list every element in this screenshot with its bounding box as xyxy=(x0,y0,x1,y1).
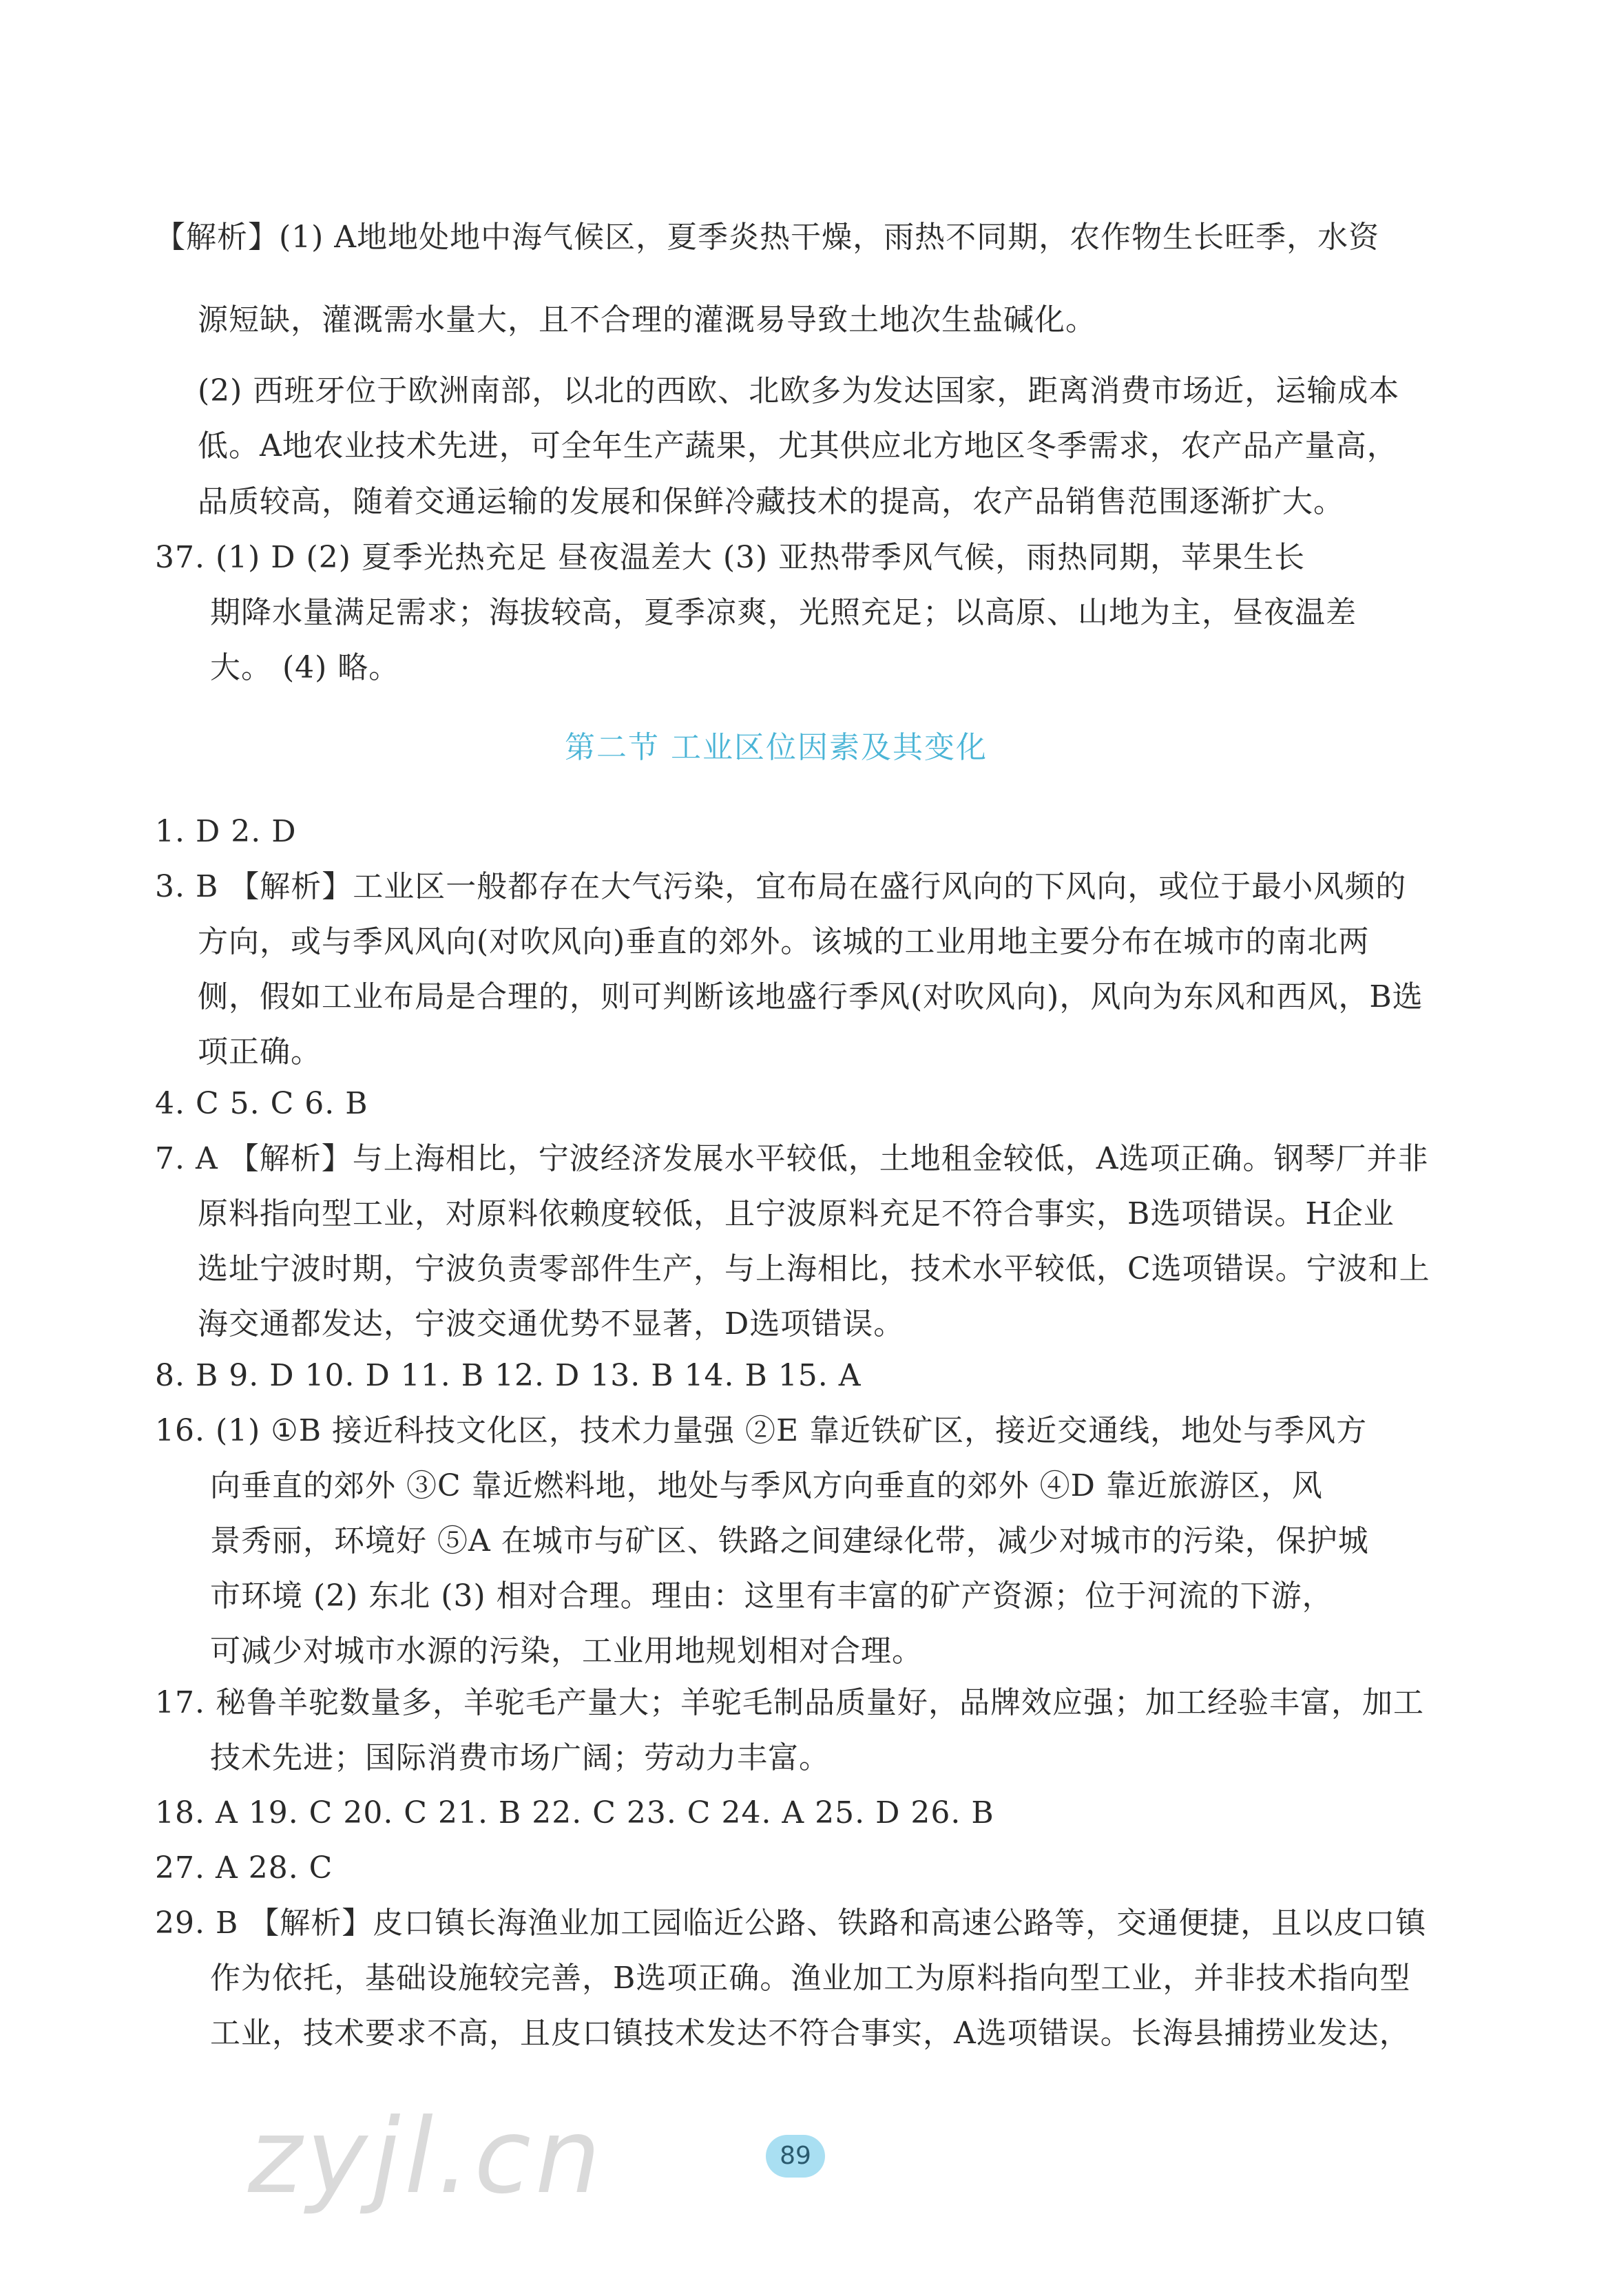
page-number: 89 xyxy=(766,2135,825,2178)
text-line: 市环境 (2) 东北 (3) 相对合理。理由：这里有丰富的矿产资源；位于河流的下游， xyxy=(210,1578,1333,1614)
text-line: 方向，或与季风风向(对吹风向)垂直的郊外。该城的工业用地主要分布在城市的南北两 xyxy=(198,924,1370,959)
text-line: 可减少对城市水源的污染，工业用地规划相对合理。 xyxy=(210,1634,923,1669)
text-line: 18. A 19. C 20. C 21. B 22. C 23. C 24. A 25. D 26. B xyxy=(155,1795,994,1830)
text-line: 7. A 【解析】与上海相比，宁波经济发展水平较低，土地租金较低，A选项正确。钢琴厂并非 xyxy=(155,1141,1429,1176)
text-line: 项正确。 xyxy=(198,1034,322,1069)
text-line: 大。 (4) 略。 xyxy=(210,650,400,685)
text-line: 品质较高，随着交通运输的发展和保鲜冷藏技术的提高，农产品销售范围逐渐扩大。 xyxy=(198,484,1344,519)
text-line: 16. (1) ①B 接近科技文化区，技术力量强 ②E 靠近铁矿区，接近交通线，地处与季风方 xyxy=(155,1413,1368,1448)
text-line: 17. 秘鲁羊驼数量多，羊驼毛产量大；羊驼毛制品质量好，品牌效应强；加工经验丰富，加工 xyxy=(155,1685,1424,1720)
text-line: 作为依托，基础设施较完善，B选项正确。渔业加工为原料指向型工业，并非技术指向型 xyxy=(210,1961,1411,1996)
text-line: 4. C 5. C 6. B xyxy=(155,1086,368,1121)
text-line: 29. B 【解析】皮口镇长海渔业加工园临近公路、铁路和高速公路等，交通便捷，且以皮口镇 xyxy=(155,1906,1427,1941)
text-line: 1. D 2. D xyxy=(155,814,297,849)
text-line: 向垂直的郊外 ③C 靠近燃料地，地处与季风方向垂直的郊外 ④D 靠近旅游区，风 xyxy=(210,1468,1323,1503)
text-line: 工业，技术要求不高，且皮口镇技术发达不符合事实，A选项错误。长海县捕捞业发达， xyxy=(210,2016,1410,2051)
text-line: 海交通都发达，宁波交通优势不显著，D选项错误。 xyxy=(198,1306,905,1342)
text-line: 低。A地农业技术先进，可全年生产蔬果，尤其供应北方地区冬季需求，农产品产量高， xyxy=(198,428,1398,463)
text-line: 技术先进；国际消费市场广阔；劳动力丰富。 xyxy=(210,1740,830,1775)
text-line: 原料指向型工业，对原料依赖度较低，且宁波原料充足不符合事实，B选项错误。H企业 xyxy=(198,1196,1395,1231)
section-title: 第二节 工业区位因素及其变化 xyxy=(565,730,988,765)
text-line: 37. (1) D (2) 夏季光热充足 昼夜温差大 (3) 亚热带季风气候，雨热同期，苹果生长 xyxy=(155,540,1306,575)
text-line: 选址宁波时期，宁波负责零部件生产，与上海相比，技术水平较低，C选项错误。宁波和上 xyxy=(198,1251,1430,1286)
text-line: 源短缺，灌溉需水量大，且不合理的灌溉易导致土地次生盐碱化。 xyxy=(198,302,1096,337)
text-line: 8. B 9. D 10. D 11. B 12. D 13. B 14. B 15. A xyxy=(155,1358,862,1393)
watermark: zyjl.cn xyxy=(248,2097,605,2217)
text-line: 期降水量满足需求；海拔较高，夏季凉爽，光照充足；以高原、山地为主，昼夜温差 xyxy=(210,595,1357,630)
text-line: 侧，假如工业布局是合理的，则可判断该地盛行季风(对吹风向)，风向为东风和西风，B选 xyxy=(198,979,1423,1014)
text-line: 【解析】(1) A地地处地中海气候区，夏季炎热干燥，雨热不同期，农作物生长旺季，水资 xyxy=(155,220,1380,255)
text-line: (2) 西班牙位于欧洲南部，以北的西欧、北欧多为发达国家，距离消费市场近，运输成本 xyxy=(198,373,1400,408)
text-line: 3. B 【解析】工业区一般都存在大气污染，宜布局在盛行风向的下风向，或位于最小风频的 xyxy=(155,869,1407,904)
text-line: 27. A 28. C xyxy=(155,1850,333,1886)
text-line: 景秀丽，环境好 ⑤A 在城市与矿区、铁路之间建绿化带，减少对城市的污染，保护城 xyxy=(210,1523,1369,1558)
